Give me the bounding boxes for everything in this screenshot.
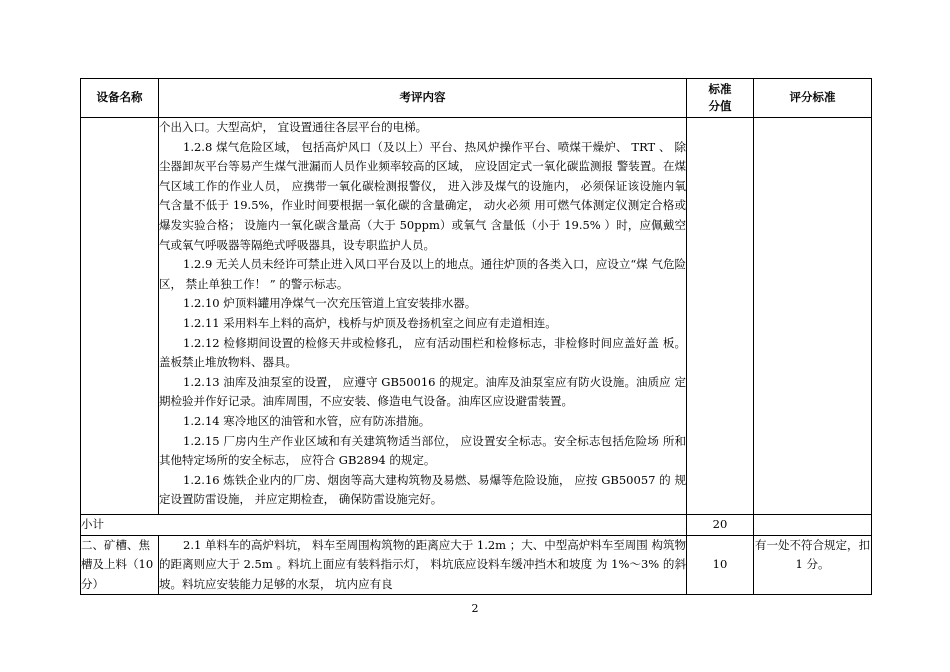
header-equipment-name: 设备名称 [81,79,159,118]
content-paragraph: 1.2.9 无关人员未经许可禁止进入风口平台及以上的地点。通往炉顶的各类入口，应设立“煤 气危险区， 禁止单独工作！ ” 的警示标志。 [159,257,686,291]
header-row [81,79,872,118]
subtotal-score: 20 [687,515,754,536]
content-paragraph: 1.2.10 炉顶料罐用净煤气一次充压管道上宜安装排水器。 [183,296,477,311]
criteria-cell [754,118,872,515]
content-paragraph: 1.2.12 检修期间设置的检修天井或检修孔， 应有活动围栏和检修标志，非检修时间应盖好盖 板。盖板禁止堆放物料、器具。 [159,335,686,370]
content-paragraph: 1.2.15 厂房内生产作业区域和有关建筑物适当部位， 应设置安全标志。安全标志包括危险场 所和其他特定场所的安全标志， 应符合 GB2894 的规定。 [159,433,686,468]
table-row [81,535,872,595]
equipment-cell [81,118,159,515]
subtotal-criteria [754,515,872,536]
content-paragraph: 2.1 单料车的高炉料坑， 料车至周围构筑物的距离应大于 1.2m ；大、中型高炉料车至周围 构筑物的距离则应大于 2.5m 。料坑上面应有装料指示灯， 料坑底应设料车缓冲挡木和坡度 为 1%～3% 的斜坡。料坑应安装能力足够的水泵， 坑内应有良 [159,537,686,591]
content-paragraph: 1.2.13 油库及油泵室的设置， 应遵守 GB50016 的规定。油库及油泵室应有防火设施。油质应 定期检验并作好记录。油库周围，不应安装、修造电气设备。油库区应设避雷装置。 [159,374,686,409]
header-score-line1: 标准 [708,82,732,96]
score-cell [687,118,754,515]
page-number: 2 [471,602,479,615]
header-standard-score [687,79,754,118]
assessment-table [80,78,872,595]
content-cell [159,535,687,595]
score-cell: 10 [687,535,754,595]
subtotal-label: 小计 [81,515,687,536]
header-assessment-content: 考评内容 [159,79,687,118]
subtotal-row [81,515,872,536]
equipment-cell: 二、矿槽、焦槽及上料（10 分） [81,535,159,595]
content-cell [159,118,687,515]
table-row [81,118,872,515]
criteria-cell: 有一处不符合规定，扣 1 分。 [754,535,872,595]
content-paragraph: 1.2.11 采用料车上料的高炉，栈桥与炉顶及卷扬机室之间应有走道相连。 [183,315,557,330]
content-paragraph: 1.2.8 煤气危险区域， 包括高炉风口（及以上）平台、热风炉操作平台、喷煤干燥炉、 TRT 、 除尘器卸灰平台等易产生煤气泄漏而人员作业频率较高的区域， 应设固定式一氧化碳监测报 警装置。在煤气区域工作的作业人员， 应携带一氧化碳检测报警仪， 进入涉及煤气的设施内， 必须保证该设施内氧气含量不低于 19.5%，作业时间要根据一氧化碳的含量确定， 动火必须 用可燃气体测定仪测定合格或爆发实验合格； 设施内一氧化碳含量高（大于 50ppm）或氧气 含量低（小于 19.5% ）时，应佩戴空气或氧气呼吸器等隔绝式呼吸器具，设专职监护人员。 [159,139,686,252]
content-paragraph: 个出入口。大型高炉， 宜设置通往各层平台的电梯。 [159,120,428,134]
header-scoring-criteria: 评分标准 [754,79,872,118]
content-paragraph: 1.2.16 炼铁企业内的厂房、烟囱等高大建构筑物及易燃、易爆等危险设施， 应按 GB50057 的 规定设置防雷设施， 并应定期检查， 确保防雷设施完好。 [159,472,686,507]
header-score-line2: 分值 [708,99,732,113]
content-paragraph: 1.2.14 寒冷地区的油管和水管，应有防冻措施。 [183,413,431,428]
